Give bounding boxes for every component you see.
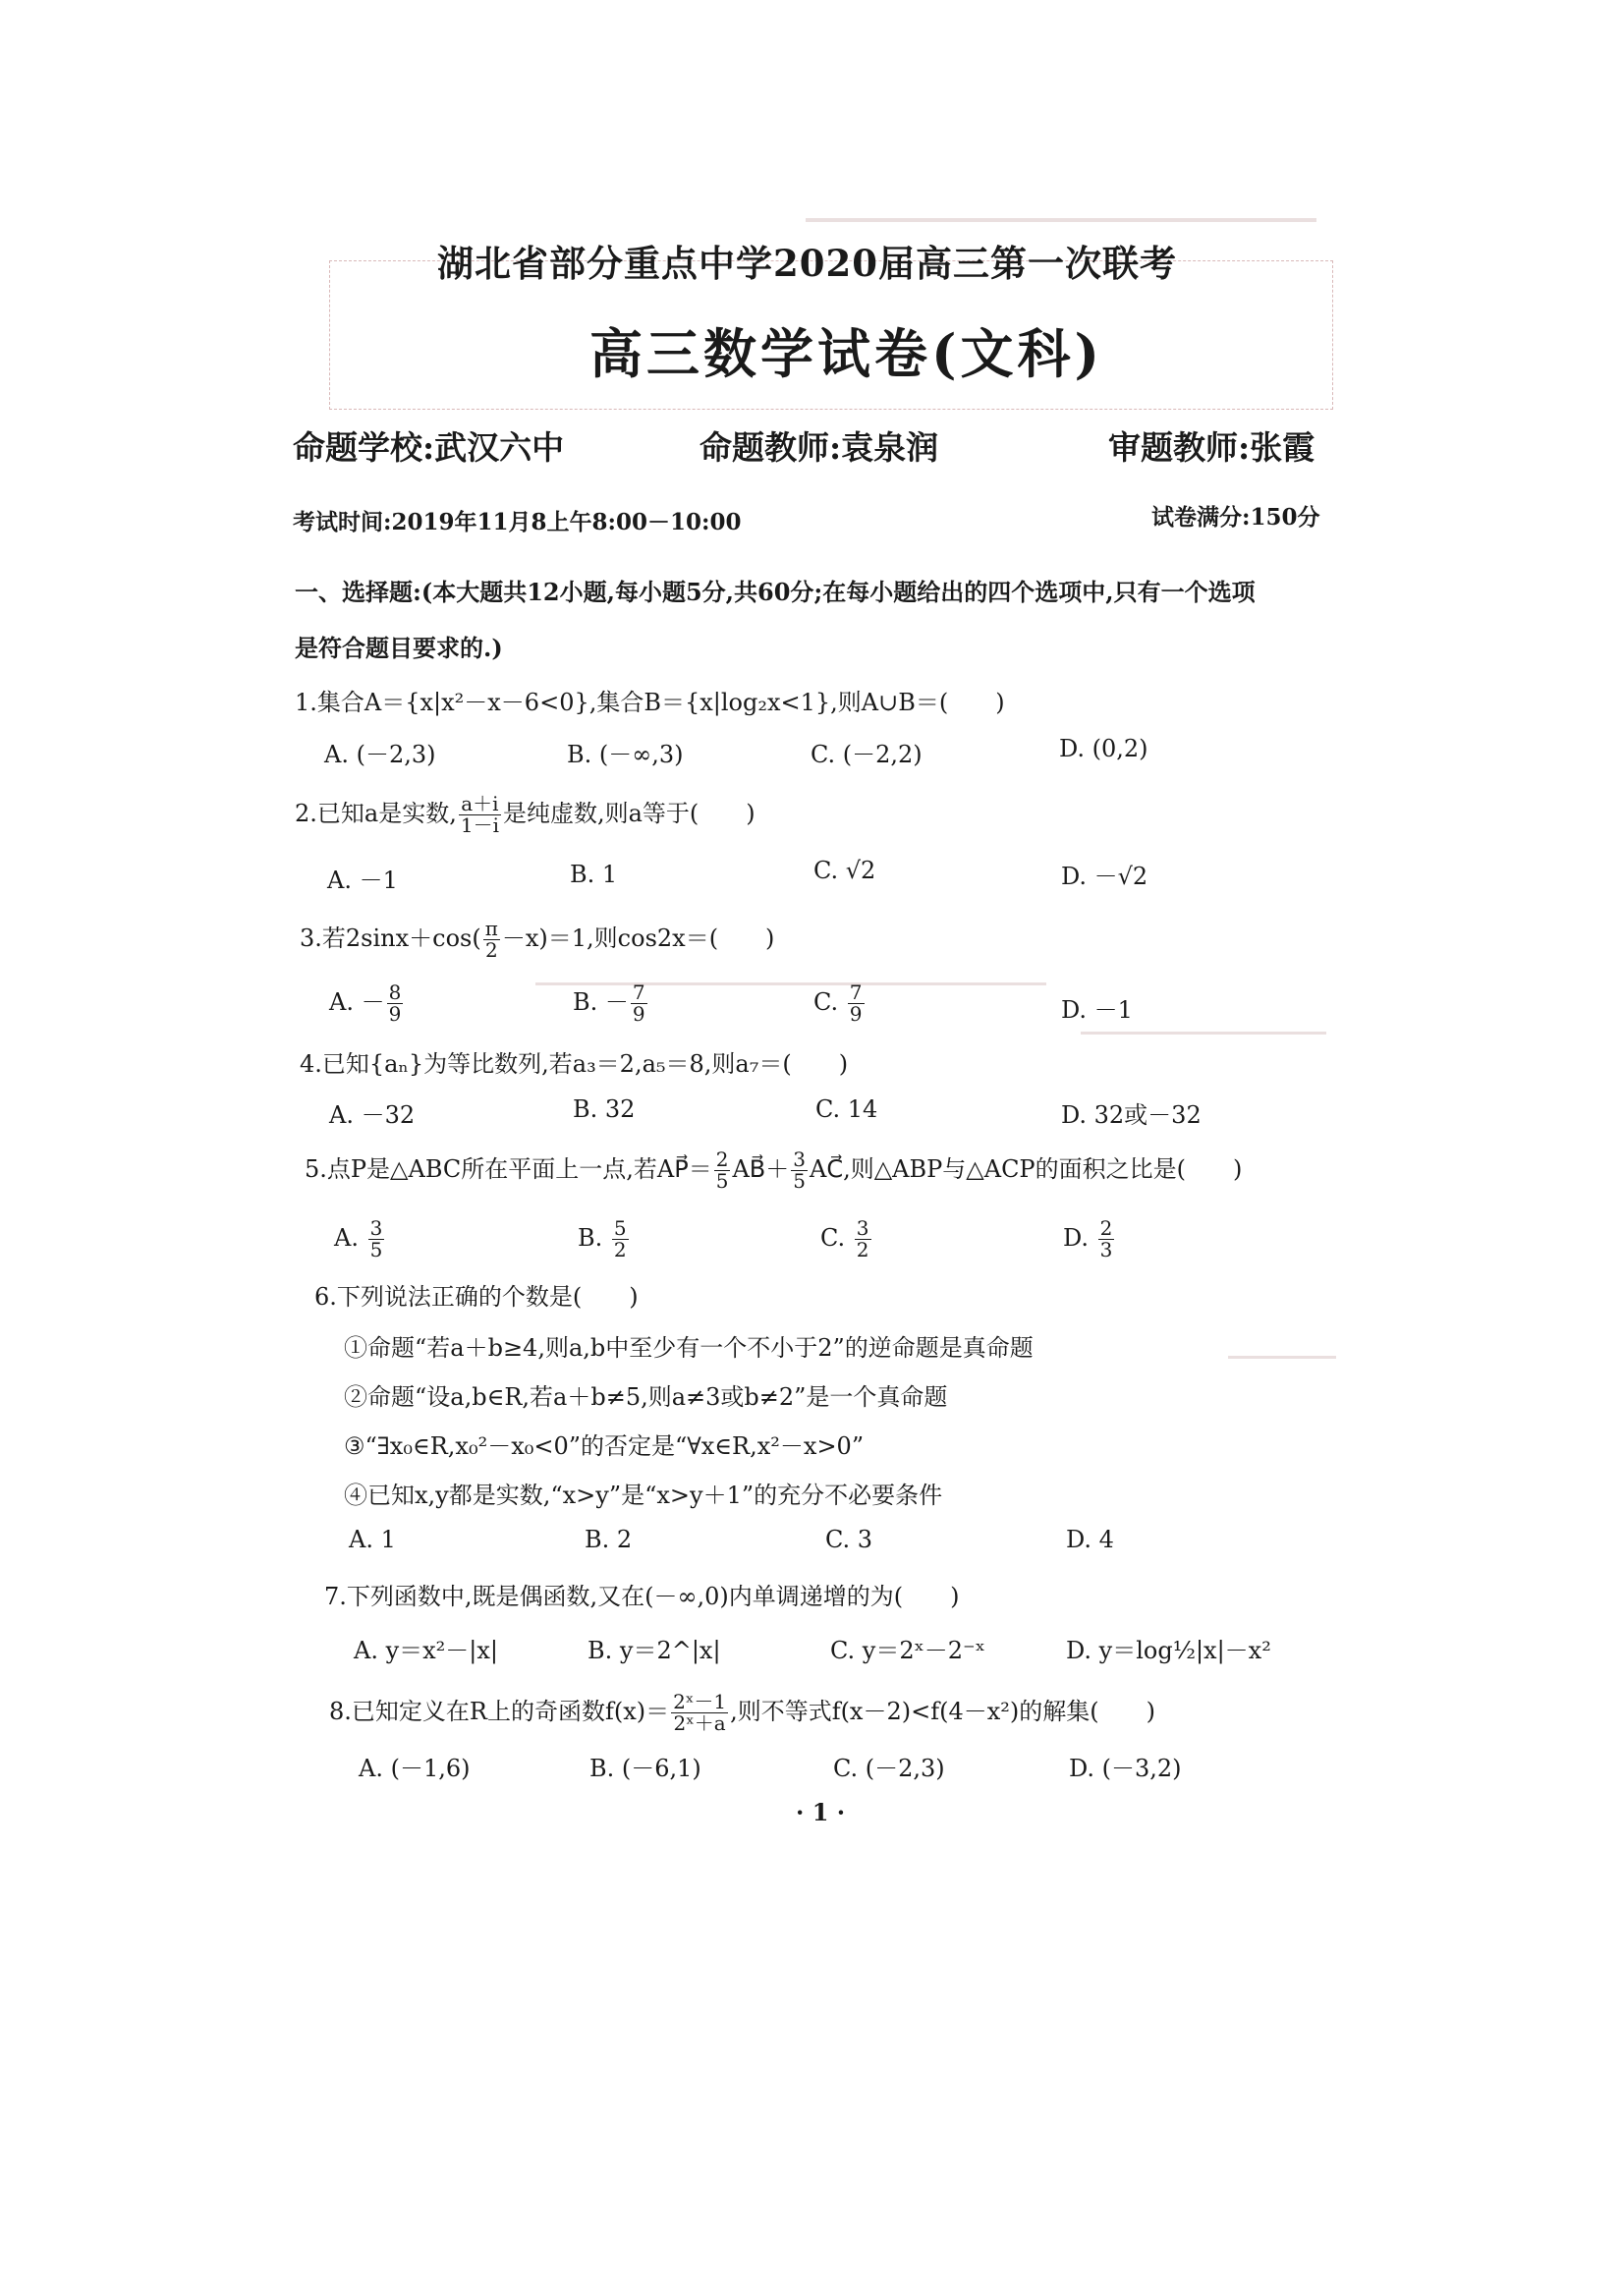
q2-denominator: 1－i: [460, 813, 499, 837]
q5-stem-mid: AB⃗＋: [732, 1155, 790, 1183]
q3-option-a: [329, 982, 405, 1025]
q3-option-b: [573, 982, 649, 1025]
q3a-num: 8: [388, 980, 402, 1004]
q5-option-a: [334, 1218, 386, 1260]
q5-option-b: [578, 1218, 631, 1260]
q3-numerator: π: [484, 917, 498, 940]
q5a-den: 5: [369, 1238, 383, 1261]
q3-stem-post: －x)＝1,则cos2x＝( ): [501, 924, 775, 952]
question-5-stem: [305, 1149, 1242, 1192]
q6-statement-1: ①命题“若a＋b≥4,则a,b中至少有一个不小于2”的逆命题是真命题: [344, 1334, 1034, 1362]
q5-num-1: 2: [715, 1148, 729, 1171]
bleed-mark: [1081, 1032, 1326, 1035]
question-4-stem: 4.已知{aₙ}为等比数列,若a₃＝2,a₅＝8,则a₇＝( ): [300, 1050, 849, 1078]
q4-option-b: B. 32: [573, 1095, 636, 1123]
q5c-den: 2: [856, 1238, 869, 1261]
q5d-num: 2: [1099, 1216, 1113, 1240]
q8-option-d: D. (－3,2): [1069, 1755, 1182, 1782]
question-8-stem: [329, 1692, 1155, 1734]
q7-option-b: B. y＝2^|x|: [588, 1637, 721, 1664]
q5-option-a-label: A.: [334, 1224, 366, 1252]
question-7-stem: 7.下列函数中,既是偶函数,又在(－∞,0)内单调递增的为( ): [324, 1583, 960, 1610]
q5b-num: 5: [613, 1216, 627, 1240]
q3a-den: 9: [388, 1002, 402, 1026]
q6-option-d: D. 4: [1066, 1526, 1114, 1553]
full-score: 试卷满分:150分: [1151, 504, 1320, 531]
q8-option-b: B. (－6,1): [589, 1755, 701, 1782]
q8-option-c: C. (－2,3): [833, 1755, 945, 1782]
q5-fraction-2: [791, 1149, 808, 1192]
q5-option-c: [820, 1218, 873, 1260]
q3b-num: 7: [632, 980, 645, 1004]
q3-denominator: 2: [484, 938, 498, 962]
question-1-stem: 1.集合A＝{x|x²－x－6<0},集合B＝{x|log₂x<1},则A∪B＝( ): [295, 689, 1005, 716]
q5-den-1: 5: [715, 1169, 729, 1193]
q3c-num: 7: [849, 980, 863, 1004]
q3b-den: 9: [632, 1002, 645, 1026]
q1-option-b: B. (－∞,3): [567, 741, 684, 768]
q8-fraction: [671, 1692, 728, 1734]
q2-fraction: [459, 794, 501, 836]
q5d-den: 3: [1099, 1238, 1113, 1261]
q5-den-2: 5: [793, 1169, 806, 1193]
exam-time: 考试时间:2019年11月8上午8:00－10:00: [293, 509, 742, 535]
q6-option-b: B. 2: [585, 1526, 633, 1553]
q8-stem-pre: 8.已知定义在R上的奇函数f(x)＝: [329, 1698, 670, 1725]
q8-stem-post: ,则不等式f(x－2)<f(4－x²)的解集( ): [730, 1698, 1155, 1725]
setter-school: 命题学校:武汉六中: [293, 428, 565, 467]
q7-option-d: D. y＝log½|x|－x²: [1066, 1637, 1271, 1664]
q6-statement-4: ④已知x,y都是实数,“x>y”是“x>y＋1”的充分不必要条件: [344, 1482, 943, 1509]
q7-option-a: A. y＝x²－|x|: [354, 1637, 499, 1664]
section-heading-line2: 是符合题目要求的.): [295, 634, 503, 662]
q1-option-d: D. (0,2): [1059, 735, 1148, 762]
question-6-stem: 6.下列说法正确的个数是( ): [314, 1283, 639, 1311]
q6-option-a: A. 1: [349, 1526, 396, 1553]
paper-title: 高三数学试卷(文科): [589, 322, 1104, 385]
q3-option-a-label: A. －: [329, 988, 385, 1016]
q5-option-d-label: D.: [1063, 1224, 1096, 1252]
q5-option-b-fraction: [612, 1218, 629, 1260]
q3-option-a-fraction: [387, 982, 404, 1025]
q6-statement-2: ②命题“设a,b∈R,若a＋b≠5,则a≠3或b≠2”是一个真命题: [344, 1383, 948, 1411]
setter-teacher: 命题教师:袁泉润: [700, 428, 939, 467]
question-3-stem: [300, 919, 774, 961]
q6-option-c: C. 3: [825, 1526, 873, 1553]
q3-option-d: D. －1: [1061, 996, 1133, 1024]
q3-fraction: [483, 919, 500, 961]
reviewer-teacher: 审题教师:张霞: [1108, 428, 1315, 467]
bleed-mark: [1228, 1356, 1336, 1359]
q3-option-c-fraction: [848, 982, 865, 1025]
q5-num-2: 3: [793, 1148, 806, 1171]
question-2-stem: [295, 794, 756, 836]
q5c-num: 3: [856, 1216, 869, 1240]
q5-stem-post: AC⃗,则△ABP与△ACP的面积之比是( ): [809, 1155, 1243, 1183]
exam-name: 湖北省部分重点中学2020届高三第一次联考: [437, 242, 1177, 285]
q2-stem-post: 是纯虚数,则a等于( ): [502, 800, 756, 827]
q3-option-b-fraction: [631, 982, 647, 1025]
bleed-mark: [806, 218, 1316, 222]
q8-numerator: 2ˣ－1: [673, 1690, 727, 1713]
q6-statement-3: ③“∃x₀∈R,x₀²－x₀<0”的否定是“∀x∈R,x²－x>0”: [344, 1432, 865, 1460]
q2-numerator: a＋i: [461, 792, 499, 815]
q5-option-d: [1063, 1218, 1116, 1260]
q1-option-a: A. (－2,3): [324, 741, 436, 768]
q5-fraction-1: [714, 1149, 731, 1192]
q3-option-c-label: C.: [813, 988, 846, 1016]
q4-option-c: C. 14: [815, 1095, 878, 1123]
q5-option-c-fraction: [855, 1218, 871, 1260]
q3c-den: 9: [849, 1002, 863, 1026]
q2-option-a: A. －1: [327, 867, 398, 894]
q3-option-c: [813, 982, 867, 1025]
q5-option-b-label: B.: [578, 1224, 610, 1252]
q5-option-a-fraction: [368, 1218, 385, 1260]
q5a-num: 3: [369, 1216, 383, 1240]
q8-denominator: 2ˣ＋a: [673, 1711, 726, 1735]
q4-option-d: D. 32或－32: [1061, 1101, 1202, 1129]
q2-option-c: C. √2: [813, 857, 876, 884]
q5b-den: 2: [613, 1238, 627, 1261]
q1-option-c: C. (－2,2): [811, 741, 923, 768]
section-heading-line1: 一、选择题:(本大题共12小题,每小题5分,共60分;在每小题给出的四个选项中,只有一个选项: [295, 578, 1256, 606]
page-number: · 1 ·: [796, 1798, 846, 1826]
q4-option-a: A. －32: [329, 1101, 416, 1129]
q5-option-c-label: C.: [820, 1224, 853, 1252]
q2-option-d: D. －√2: [1061, 863, 1148, 890]
q5-stem-pre: 5.点P是△ABC所在平面上一点,若AP⃗＝: [305, 1155, 712, 1183]
q8-option-a: A. (－1,6): [359, 1755, 471, 1782]
q3-stem-pre: 3.若2sinx＋cos(: [300, 924, 481, 952]
q7-option-c: C. y＝2ˣ－2⁻ˣ: [830, 1637, 985, 1664]
q2-option-b: B. 1: [570, 861, 618, 888]
q3-option-b-label: B. －: [573, 988, 629, 1016]
q2-stem-pre: 2.已知a是实数,: [295, 800, 457, 827]
q5-option-d-fraction: [1098, 1218, 1115, 1260]
